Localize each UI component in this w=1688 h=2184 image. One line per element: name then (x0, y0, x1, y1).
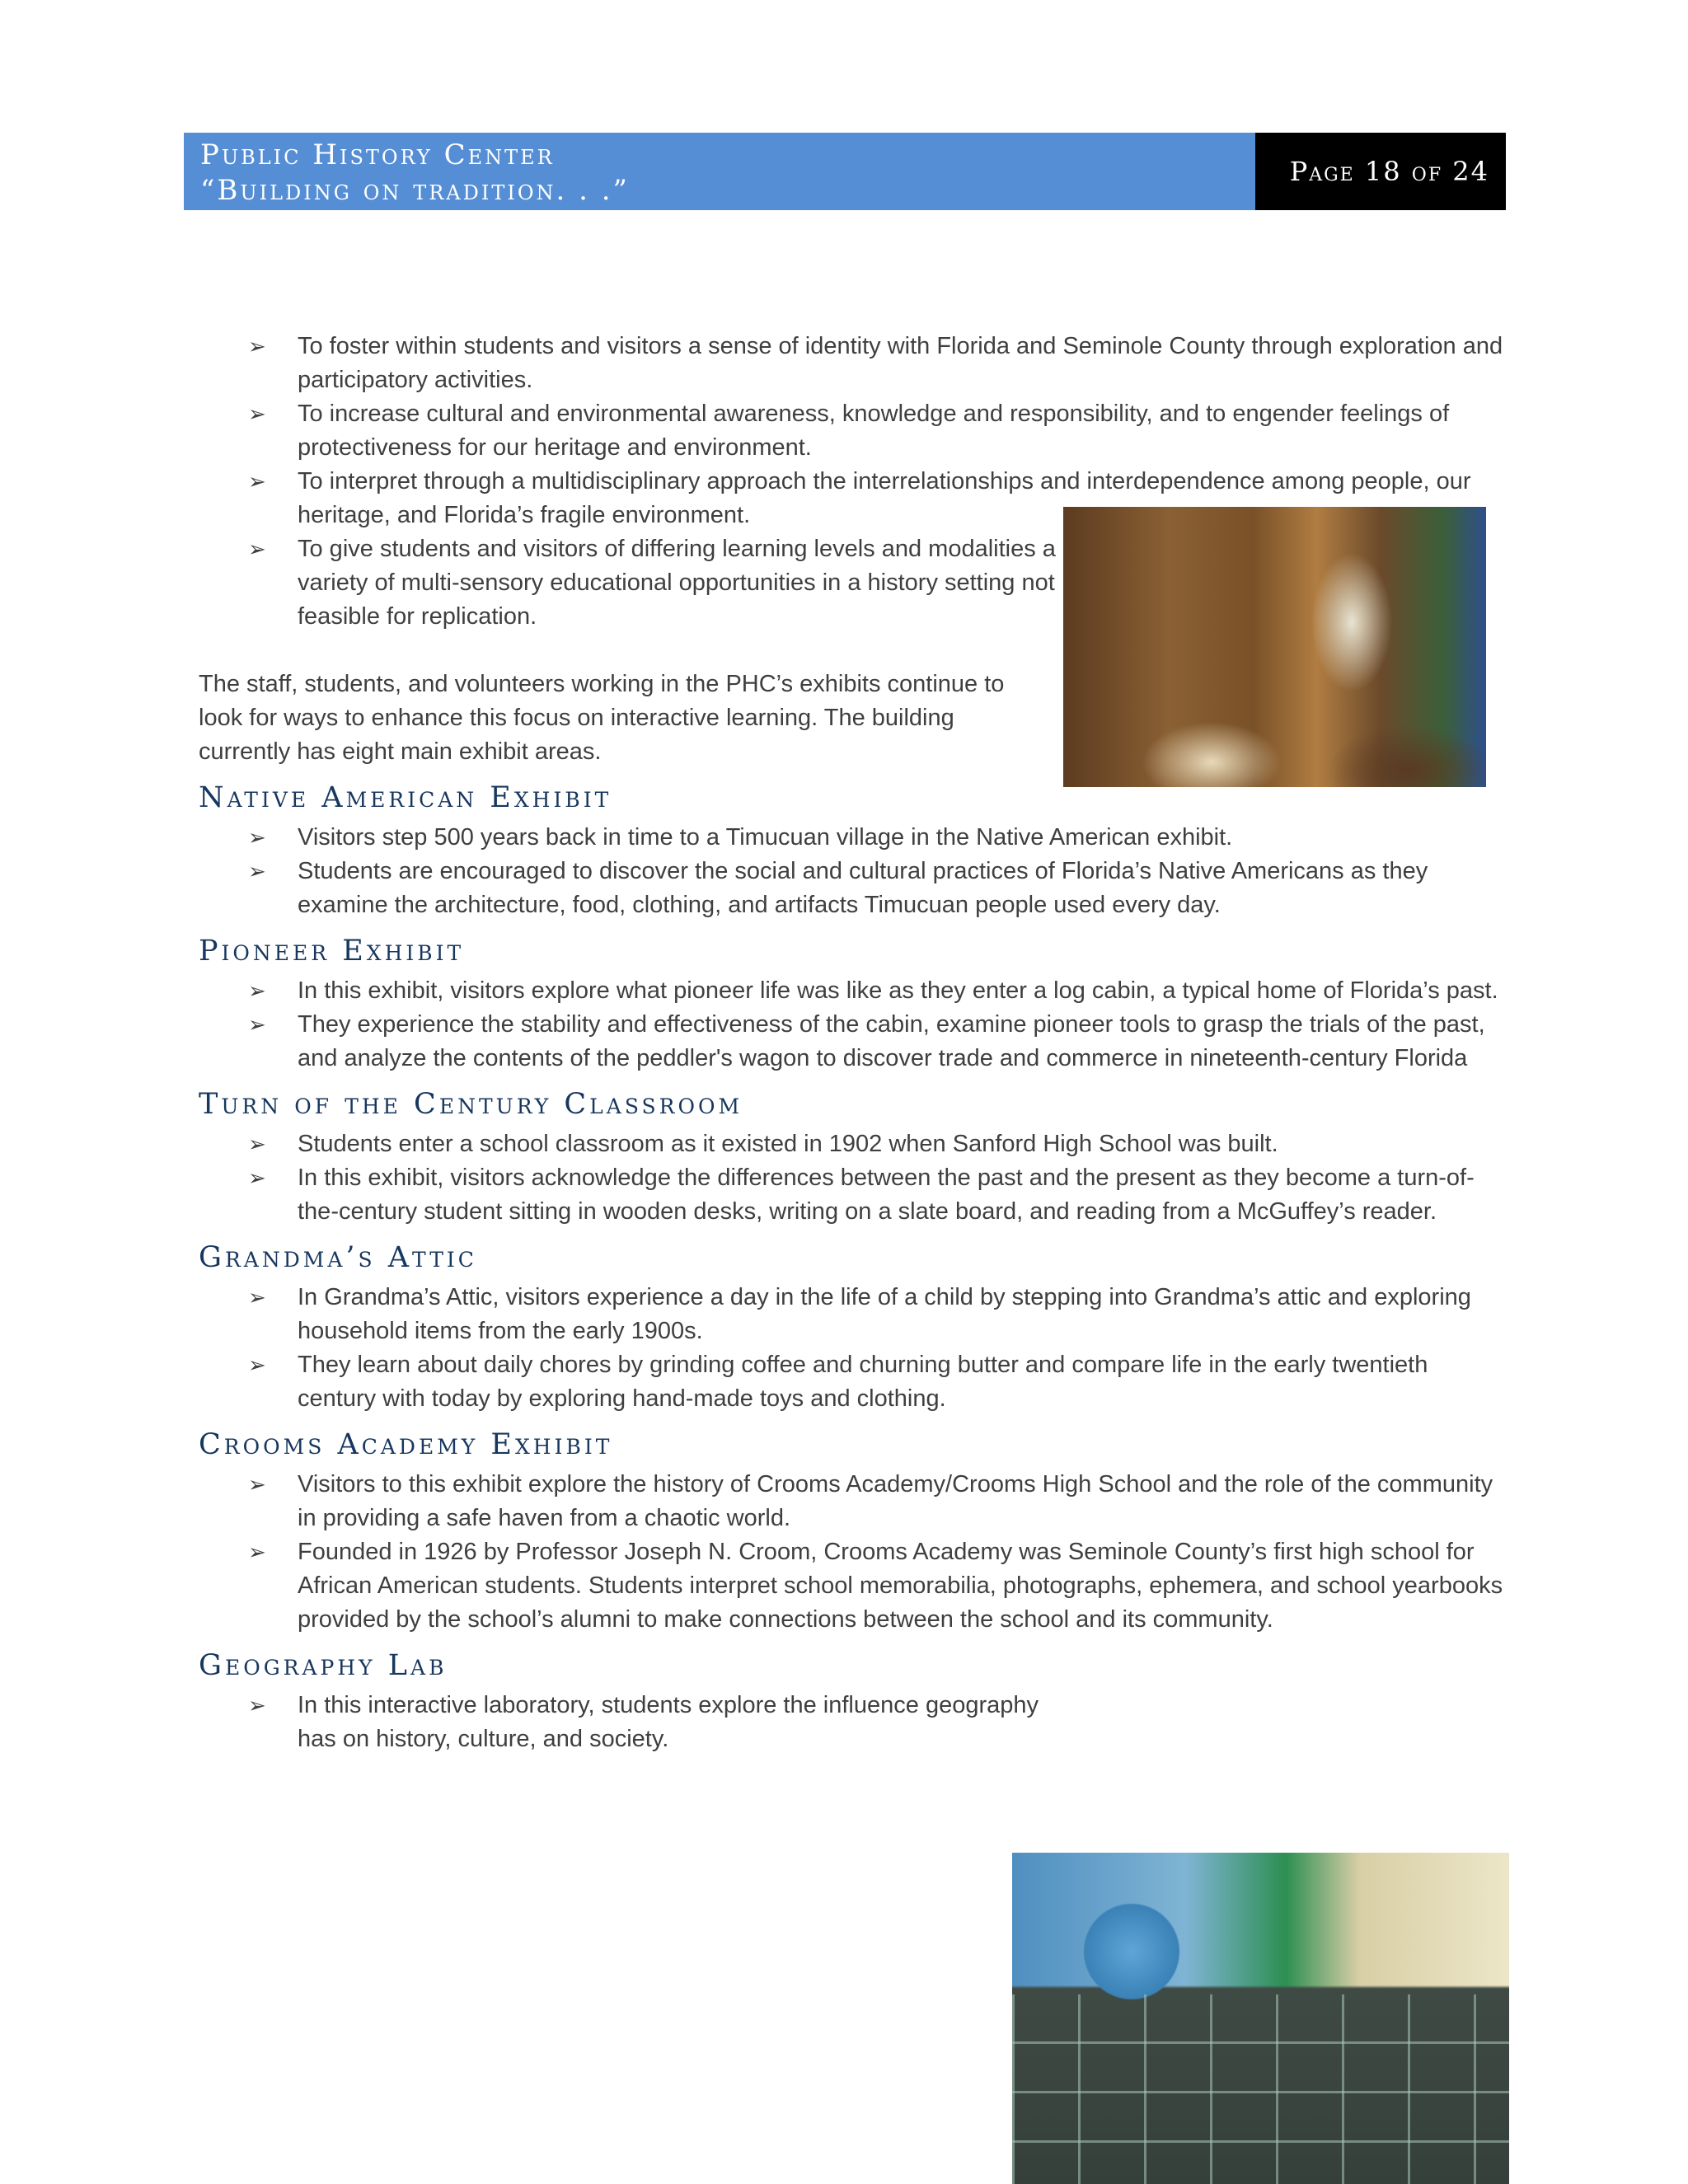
arrow-bullet-icon: ➢ (248, 825, 266, 850)
header-title: Public History Center (200, 138, 555, 171)
list-item: ➢ To increase cultural and environmental awareness, knowledge and responsibility, and to engender feelings of protectiveness for our heritage and environment. (199, 397, 1507, 465)
section-heading-pioneer: Pioneer Exhibit (199, 935, 465, 968)
page-number: Page 18 of 24 (1255, 133, 1506, 210)
arrow-bullet-icon: ➢ (248, 1693, 266, 1718)
arrow-bullet-icon: ➢ (248, 1352, 266, 1377)
list-item: ➢ In Grandma’s Attic, visitors experience a day in the life of a child by stepping into Grandma’s attic and exploring household items from the early 1900s. (199, 1281, 1507, 1348)
list-item: ➢ They learn about daily chores by grinding coffee and churning butter and compare life in the early twentieth century with today by exploring hand-made toys and clothing. (199, 1348, 1507, 1416)
floor-grid (1012, 1994, 1509, 2184)
list-item: ➢ Visitors to this exhibit explore the history of Crooms Academy/Crooms High School and the role of the community in providing a safe haven from a chaotic world. (199, 1468, 1507, 1535)
section-heading-geography-lab: Geography Lab (199, 1649, 448, 1682)
intro-paragraph: The staff, students, and volunteers working in the PHC’s exhibits continue to look for ways to enhance this focus on interactive learning. The building currently has eight main exhibit areas. (199, 671, 1005, 765)
list-item: ➢ Students enter a school classroom as it existed in 1902 when Sanford High School was built. (199, 1127, 1507, 1161)
arrow-bullet-icon: ➢ (248, 1472, 266, 1497)
header-title-block (184, 133, 1255, 210)
arrow-bullet-icon: ➢ (248, 334, 266, 359)
arrow-bullet-icon: ➢ (248, 401, 266, 426)
list-item: ➢ In this interactive laboratory, students explore the influence geography has on history, culture, and society. (199, 1689, 1081, 1756)
list-item: ➢ To foster within students and visitors a sense of identity with Florida and Seminole County through exploration and participatory activities. (199, 330, 1507, 397)
list-item: ➢ They experience the stability and effectiveness of the cabin, examine pioneer tools to grasp the trials of the past, and analyze the contents of the peddler's wagon to discover trade and commerce in nineteenth-century Florida (199, 1008, 1507, 1076)
classroom-bullets (199, 1127, 1507, 1229)
geography-lab-photo (1012, 1853, 1509, 2184)
section-heading-grandmas-attic: Grandma’s Attic (199, 1241, 477, 1274)
section-heading-native-american: Native American Exhibit (199, 781, 612, 814)
intro-bullet-list (199, 330, 1507, 634)
geography-lab-bullets (199, 1689, 1507, 1756)
arrow-bullet-icon: ➢ (248, 859, 266, 883)
floor-letters (1019, 2178, 1020, 2179)
section-heading-classroom: Turn of the Century Classroom (199, 1088, 743, 1121)
native-american-bullets (199, 821, 1507, 922)
page-content (199, 330, 1507, 1756)
list-item: ➢ To give students and visitors of differing learning levels and modalities a variety of multi-sensory educational opportunities in a history setting not feasible for replication. (199, 532, 1130, 634)
list-item: ➢ Founded in 1926 by Professor Joseph N. Croom, Crooms Academy was Seminole County’s first high school for African American students. Students interpret school memorabilia, photographs, ephemera, and school yearbooks provided by the school’s alumni to make connections between the school and its community. (199, 1535, 1507, 1637)
list-item: ➢ In this exhibit, visitors acknowledge the differences between the past and the present as they become a turn-of-the-century student sitting in wooden desks, writing on a slate board, and reading from a McGuffey’s reader. (199, 1161, 1507, 1229)
list-item: ➢ Visitors step 500 years back in time to a Timucuan village in the Native American exhibit. (199, 821, 1507, 855)
grandmas-attic-bullets (199, 1281, 1507, 1416)
arrow-bullet-icon: ➢ (248, 1012, 266, 1037)
crooms-academy-bullets (199, 1468, 1507, 1637)
arrow-bullet-icon: ➢ (248, 537, 266, 561)
list-item: ➢ To interpret through a multidisciplinary approach the interrelationships and interdependence among people, our heritage, and Florida’s fragile environment. (199, 465, 1507, 532)
list-item: ➢ Students are encouraged to discover the social and cultural practices of Florida’s Native Americans as they examine the architecture, food, clothing, and artifacts Timucuan people used every day. (199, 855, 1507, 922)
arrow-bullet-icon: ➢ (248, 1132, 266, 1156)
page-header (184, 133, 1506, 210)
arrow-bullet-icon: ➢ (248, 469, 266, 494)
arrow-bullet-icon: ➢ (248, 978, 266, 1003)
pioneer-bullets (199, 974, 1507, 1076)
arrow-bullet-icon: ➢ (248, 1540, 266, 1564)
section-heading-crooms-academy: Crooms Academy Exhibit (199, 1428, 613, 1461)
arrow-bullet-icon: ➢ (248, 1285, 266, 1310)
header-subtitle: “Building on tradition. . .” (200, 174, 630, 207)
list-item: ➢ In this exhibit, visitors explore what pioneer life was like as they enter a log cabin, a typical home of Florida’s past. (199, 974, 1507, 1008)
arrow-bullet-icon: ➢ (248, 1165, 266, 1190)
